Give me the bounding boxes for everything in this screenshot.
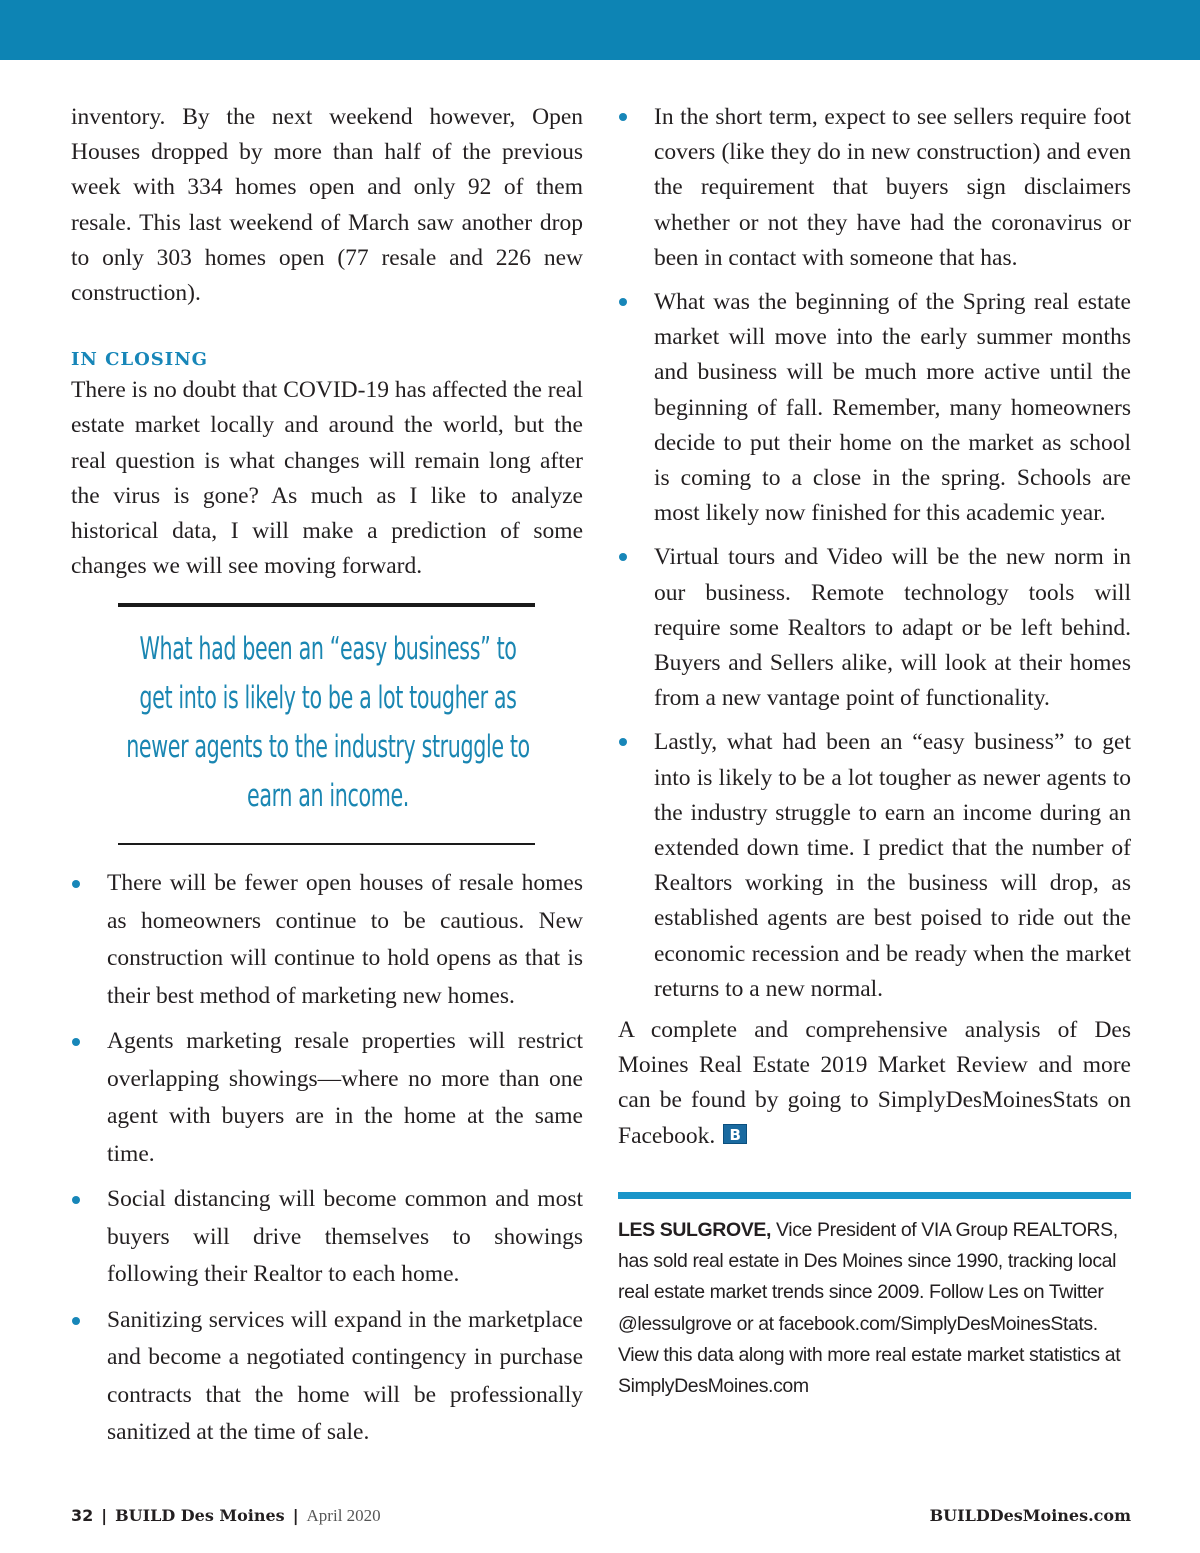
list-item-text: Lastly, what had been an “easy business” to get into is likely to be a lot tougher as newer agents to the industry struggle to earn an income during an extended down time. I predict that the number of Realtors working in the business will drop, as established agents are best poised to ride out the economic recession and be ready when the market returns to a new normal. [654, 729, 1131, 1002]
list-item-text: Virtual tours and Video will be the new norm in our business. Remote technology tools will require some Realtors to adapt or be left behind. Buyers and Sellers alike, will look at their homes from a new vantage point of functionality. [654, 544, 1131, 712]
section-heading: IN CLOSING [71, 349, 209, 371]
list-item [618, 725, 1131, 1007]
top-color-bar [0, 0, 1200, 60]
right-column [618, 100, 1131, 1403]
closing-paragraph-text: A complete and comprehensive analysis of Des Moines Real Estate 2019 Market Review and more can be found by going to SimplyDesMoinesStats on Facebook. [618, 1017, 1131, 1149]
bullet-dot-icon [72, 1038, 80, 1046]
list-item-text: Sanitizing services will expand in the marketplace and become a negotiated contingency in purchase contracts that the home will be professionally sanitized at the time of sale. [107, 1306, 583, 1446]
page-footer [71, 1506, 1131, 1534]
closing-paragraph [618, 1013, 1131, 1154]
list-item-text: There will be fewer open houses of resale homes as homeowners continue to be cautious. New construction will continue to hold opens as that is their best method of marketing new homes. [107, 870, 583, 1009]
list-item [71, 865, 583, 1015]
bullet-dot-icon [72, 1196, 80, 1204]
author-bio-text: Vice President of VIA Group REALTORS, has sold real estate in Des Moines since 1990, tracking local real estate market trends since 2009. Follow Les on Twitter @lessulgrove or at facebook.com/SimplyDesMoinesStats. View this data along with more real estate market statistics at SimplyDesMoines.com [618, 1218, 1121, 1398]
page-number: 32 [71, 1506, 94, 1525]
left-column [71, 100, 583, 1452]
publication-name: BUILD Des Moines [115, 1506, 285, 1525]
list-item [71, 1181, 583, 1294]
author-bio [618, 1215, 1131, 1403]
bio-divider [618, 1192, 1131, 1199]
closing-intro-paragraph: There is no doubt that COVID-19 has affected the real estate market locally and around the world, but the real question is what changes will remain long after the virus is gone? As much as I like to analyze historical data, I will make a prediction of some changes we will see moving forward. [71, 377, 583, 580]
list-item [71, 1023, 583, 1173]
list-item [71, 1302, 583, 1452]
list-item [618, 100, 1131, 276]
bullet-dot-icon [619, 553, 627, 561]
intro-paragraph: inventory. By the next weekend however, Open Houses dropped by more than half of the previous week with 334 homes open and only 92 of them resale. This last weekend of March saw another drop to only 303 homes open (77 resale and 226 new construction). [71, 104, 583, 307]
list-item-text: Agents marketing resale properties will restrict overlapping showings—where no more than one agent with buyers are in the home at the same time. [107, 1028, 583, 1167]
list-item [618, 285, 1131, 531]
end-mark-icon: B [723, 1124, 747, 1144]
prediction-list-right [618, 100, 1131, 1007]
footer-separator: | [101, 1506, 108, 1525]
issue-date: April 2020 [306, 1506, 381, 1525]
list-item-text: Social distancing will become common and most buyers will drive themselves to showings following their Realtor to each home. [107, 1186, 583, 1288]
bullet-dot-icon [619, 113, 627, 121]
pull-quote [118, 603, 535, 845]
author-name: LES SULGROVE, [618, 1218, 771, 1241]
list-item-text: In the short term, expect to see sellers require foot covers (like they do in new construction) and even the requirement that buyers sign disclaimers whether or not they have had the coronavirus or been in contact with someone that has. [654, 104, 1131, 271]
bullet-dot-icon [72, 1317, 80, 1325]
bullet-dot-icon [72, 880, 80, 888]
prediction-list-left [71, 865, 583, 1452]
list-item-text: What was the beginning of the Spring real estate market will move into the early summer months and business will be much more active until the beginning of fall. Remember, many homeowners decide to put their home on the market as school is coming to a close in the spring. Schools are most likely now finished for this academic year. [654, 289, 1131, 527]
list-item [618, 540, 1131, 716]
footer-left [71, 1506, 381, 1526]
bullet-dot-icon [619, 298, 627, 306]
footer-separator: | [292, 1506, 299, 1525]
bullet-dot-icon [619, 738, 627, 746]
pull-quote-text: What had been an “easy business” to get into is likely to be a lot tougher as newer agents to the industry struggle to earn an income. [126, 631, 530, 815]
footer-website: BUILDDesMoines.com [929, 1506, 1131, 1525]
